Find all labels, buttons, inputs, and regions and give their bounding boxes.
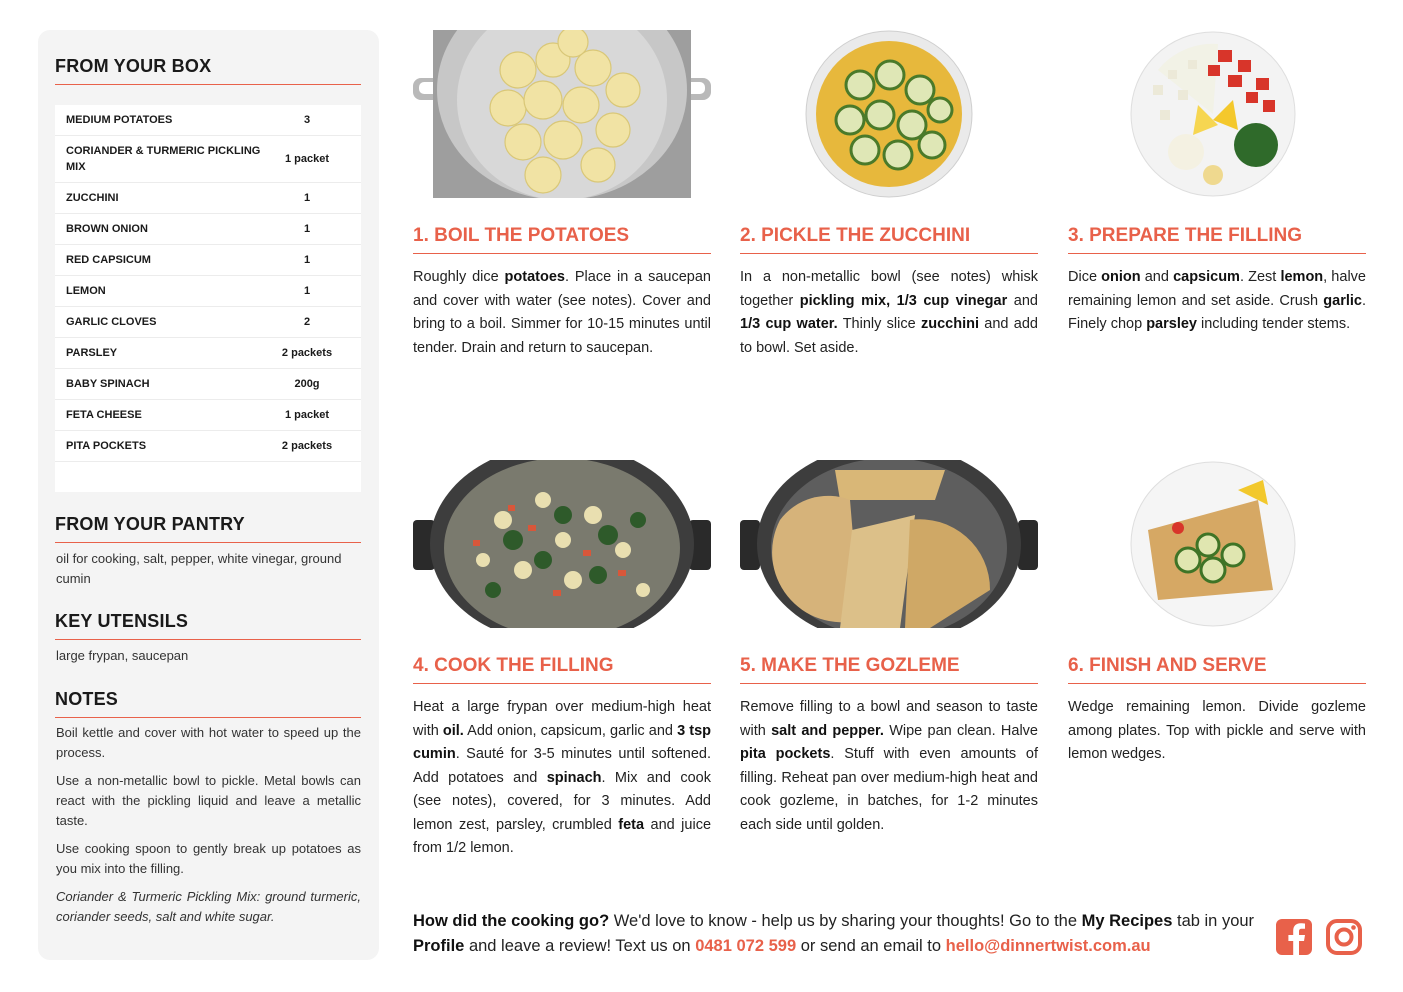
box-ingredient-row <box>55 338 361 369</box>
ingredient-name: FETA CHEESE <box>66 409 142 421</box>
ingredient-name: MEDIUM POTATOES <box>66 114 173 126</box>
ingredient-qty: 3 <box>303 114 311 126</box>
served-plate-photo <box>1068 460 1366 628</box>
saucepan-potatoes-photo <box>413 30 711 198</box>
ingredient-name: RED CAPSICUM <box>66 254 151 266</box>
box-ingredient-row <box>55 245 361 276</box>
ingredient-qty: 2 packets <box>281 347 333 359</box>
step-4-body: Heat a large frypan over medium-high heat with oil. Add onion, capsicum, garlic and 3 tsp cumin. Sauté for 3-5 minutes until softened. Add potatoes and spinach. Mix and cook (see notes), covered, for 3 minutes. Add lemon zest, parsley, crumbled feta and juice from 1/2 lemon. <box>413 699 712 856</box>
from-your-pantry-title: FROM YOUR PANTRY <box>55 514 361 543</box>
step-4-title: 4. COOK THE FILLING <box>413 655 711 684</box>
ingredient-qty: 1 packet <box>284 409 330 421</box>
notes-title: NOTES <box>55 689 361 718</box>
ingredient-name: PITA POCKETS <box>66 440 147 452</box>
note-item: Coriander & Turmeric Pickling Mix: ground turmeric, coriander seeds, salt and white sugar. <box>56 889 361 924</box>
chopped-vegetables-plate-photo <box>1068 30 1366 198</box>
footer-text: We'd love to know - help us by sharing your thoughts! Go to the <box>609 912 1082 930</box>
ingredient-qty: 2 packets <box>281 440 333 452</box>
feedback-question: How did the cooking go? <box>413 912 610 930</box>
box-ingredient-row <box>55 431 361 462</box>
key-utensils-title: KEY UTENSILS <box>55 611 361 640</box>
box-ingredient-row <box>55 183 361 214</box>
step-1-body: Roughly dice potatoes. Place in a saucepan and cover with water (see notes). Cover and bring to a boil. Simmer for 10-15 minutes until tender. Drain and return to saucepan. <box>413 269 711 356</box>
ingredient-name: BABY SPINACH <box>66 378 150 390</box>
feedback-footer <box>413 909 1263 959</box>
step-6-title: 6. FINISH AND SERVE <box>1068 655 1366 684</box>
box-ingredient-row <box>55 400 361 431</box>
from-your-box-title: FROM YOUR BOX <box>55 56 361 85</box>
note-item: Use cooking spoon to gently break up potatoes as you mix into the filling. <box>56 841 361 876</box>
ingredient-name: CORIANDER & TURMERIC PICKLING MIX <box>66 145 261 173</box>
box-ingredient-row <box>55 369 361 400</box>
step-5-title: 5. MAKE THE GOZLEME <box>740 655 1038 684</box>
ingredient-name: PARSLEY <box>66 347 118 359</box>
box-ingredient-row <box>55 136 361 183</box>
utensils-text: large frypan, saucepan <box>56 648 189 663</box>
box-ingredients-table <box>55 105 361 492</box>
step-2-body: In a non-metallic bowl (see notes) whisk together pickling mix, 1/3 cup vinegar and 1/3 cup water. Thinly slice zucchini and add to bowl. Set aside. <box>740 269 1038 356</box>
instagram-icon[interactable] <box>1325 918 1363 956</box>
footer-text: and leave a review! Text us on <box>464 937 696 955</box>
step-3-title: 3. PREPARE THE FILLING <box>1068 225 1366 254</box>
step-2-title: 2. PICKLE THE ZUCCHINI <box>740 225 1038 254</box>
note-item: Use a non-metallic bowl to pickle. Metal bowls can react with the pickling liquid and leave a metallic taste. <box>56 773 361 828</box>
my-recipes-link[interactable]: My Recipes <box>1081 912 1173 930</box>
note-item: Boil kettle and cover with hot water to speed up the process. <box>56 725 361 760</box>
ingredient-qty: 2 <box>303 316 311 328</box>
phone-link[interactable]: 0481 072 599 <box>695 937 797 955</box>
box-ingredient-row <box>55 214 361 245</box>
ingredient-name: BROWN ONION <box>66 223 148 235</box>
pantry-text: oil for cooking, salt, pepper, white vinegar, ground cumin <box>56 551 342 586</box>
box-ingredient-row <box>55 105 361 136</box>
profile-link[interactable]: Profile <box>413 937 465 955</box>
ingredient-name: GARLIC CLOVES <box>66 316 157 328</box>
step-6-body: Wedge remaining lemon. Divide gozleme among plates. Top with pickle and serve with lemon wedges. <box>1068 699 1366 762</box>
notes-list <box>56 723 361 935</box>
zucchini-pickle-bowl-photo <box>740 30 1038 198</box>
ingredient-name: ZUCCHINI <box>66 192 119 204</box>
sidebar <box>38 30 379 960</box>
ingredient-qty: 1 <box>303 223 311 235</box>
facebook-icon[interactable] <box>1275 918 1313 956</box>
step-5-body: Remove filling to a bowl and season to taste with salt and pepper. Wipe pan clean. Halve pita pockets. Stuff with even amounts of filling. Reheat pan over medium-high heat and cook gozleme, in batches, for 1-2 minutes each side until golden. <box>740 699 1039 833</box>
gozleme-in-pan-photo <box>740 460 1038 628</box>
ingredient-qty: 1 <box>303 285 311 297</box>
ingredient-qty: 1 <box>303 192 311 204</box>
step-1-title: 1. BOIL THE POTATOES <box>413 225 711 254</box>
step-3-body: Dice onion and capsicum. Zest lemon, halve remaining lemon and set aside. Crush garlic. Finely chop parsley including tender stems. <box>1068 269 1366 332</box>
footer-text: or send an email to <box>796 937 946 955</box>
frypan-filling-photo <box>413 460 711 628</box>
footer-text: tab in your <box>1172 912 1255 930</box>
email-link[interactable]: hello@dinnertwist.com.au <box>945 937 1151 955</box>
ingredient-name: LEMON <box>66 285 106 297</box>
box-ingredient-row <box>55 276 361 307</box>
box-ingredient-row <box>55 307 361 338</box>
ingredient-qty: 1 <box>303 254 311 266</box>
ingredient-qty: 200g <box>294 378 320 390</box>
ingredient-qty: 1 packet <box>284 153 330 165</box>
